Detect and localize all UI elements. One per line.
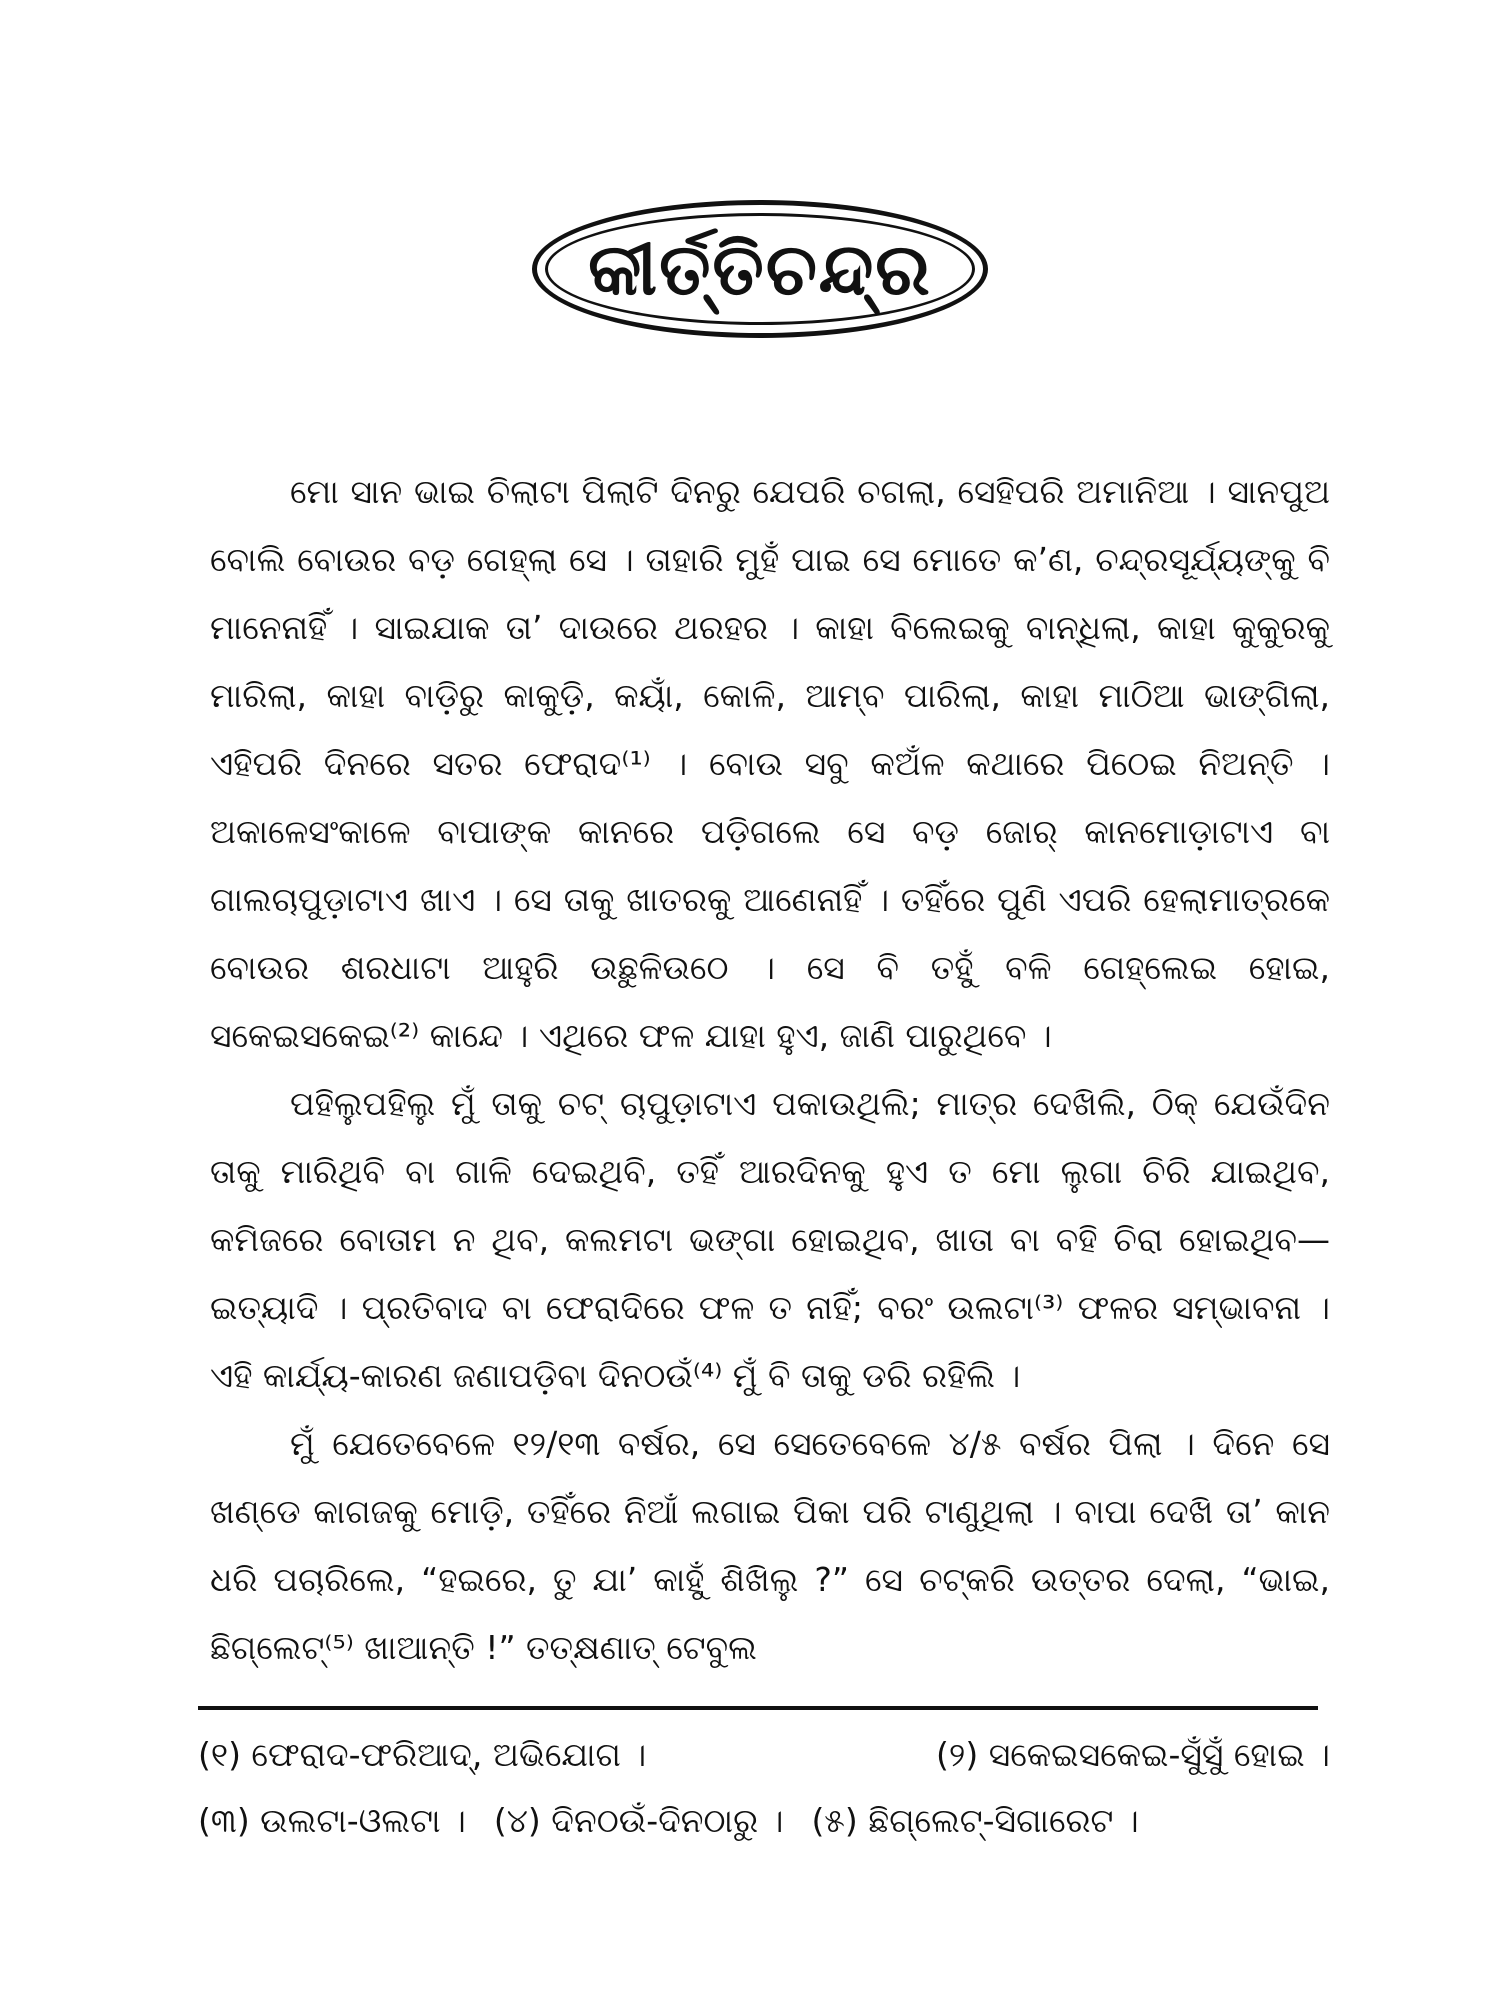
paragraph-1: ମୋ ସାନ ଭାଇ ଚିଲାଟା ପିଲାଟି ଦିନରୁ ଯେପରି ଚଗଲା, ସେହିପରି ଅମାନିଆ । ସାନପୁଅ ବୋଲି ବୋଉର ବଡ଼ ଗେହ୍ଲା ସେ । ତାହାରି ମୁହଁ ପାଇ ସେ ମୋତେ କ’ଣ, ଚନ୍ଦ୍ରସୂର୍ଯ୍ୟଙ୍କୁ ବି ମାନେନାହିଁ । ସାଇଯାକ ତା’ ଦାଉରେ ଥରହର । କାହା ବିଲେଇକୁ ବାନ୍ଧିଲା, କାହା କୁକୁରକୁ ମାରିଲା, କାହା ବାଡ଼ିରୁ କାକୁଡ଼ି, କୟାଁ, କୋଳି, ଆମ୍ବ ପାରିଲା, କାହା ମାଠିଆ ଭାଙ୍ଗିଲା, ଏହିପରି ଦିନରେ ସତର ଫେରାଦ⁽¹⁾ । ବୋଉ ସବୁ କଅଁଳ କଥାରେ ପିଠେଇ ନିଅନ୍ତି । ଅକାଳେସଂକାଳେ ବାପାଙ୍କ କାନରେ ପଡ଼ିଗଲେ ସେ ବଡ଼ ଜୋର୍ କାନମୋଡ଼ାଟାଏ ବା ଗାଲଚାପୁଡ଼ାଟାଏ ଖାଏ । ସେ ତାକୁ ଖାତରକୁ ଆଣେନାହିଁ । ତହିଁରେ ପୁଣି ଏପରି ହେଲାମାତ୍ରକେ ବୋଉର ଶରଧାଟା ଆହୁରି ଉଛୁଳିଉଠେ । ସେ ବି ତହୁଁ ବଳି ଗେହ୍ଲେଇ ହୋଇ, ସକେଇସକେଇ⁽²⁾ କାନ୍ଦେ । ଏଥିରେ ଫଳ ଯାହା ହୁଏ, ଜାଣି ପାରୁଥିବେ । (210, 472, 1330, 1055)
footnote-line-1 (198, 1722, 1330, 1788)
footnote-1: (୧) ଫେରାଦ-ଫରିଆଦ୍, ଅଭିଯୋଗ । (198, 1735, 647, 1774)
footnotes (198, 1722, 1330, 1854)
footnote-line-2 (198, 1788, 1330, 1854)
body-text (210, 458, 1330, 1682)
paragraph-2: ପହିଲୁପହିଲୁ ମୁଁ ତାକୁ ଚଟ୍ ଚାପୁଡ଼ାଟାଏ ପକାଉଥିଲି; ମାତ୍ର ଦେଖିଲି, ଠିକ୍ ଯେଉଁଦିନ ତାକୁ ମାରିଥିବି ବା ଗାଳି ଦେଇଥିବି, ତହିଁ ଆରଦିନକୁ ହୁଏ ତ ମୋ ଲୁଗା ଚିରି ଯାଇଥିବ, କମିଜରେ ବୋତାମ ନ ଥିବ, କଲମଟା ଭଙ୍ଗା ହୋଇଥିବ, ଖାତା ବା ବହି ଚିରା ହୋଇଥିବ—ଇତ୍ୟାଦି । ପ୍ରତିବାଦ ବା ଫେରାଦିରେ ଫଳ ତ ନାହିଁ; ବରଂ ଉଲଟା⁽³⁾ ଫଳର ସମ୍ଭାବନା । ଏହି କାର୍ଯ୍ୟ-କାରଣ ଜଣାପଡ଼ିବା ଦିନଠଉଁ⁽⁴⁾ ମୁଁ ବି ତାକୁ ଡରି ରହିଲି । (210, 1084, 1330, 1395)
paragraph-3: ମୁଁ ଯେତେବେଳେ ୧୨/୧୩ ବର୍ଷର, ସେ ସେତେବେଳେ ୪/୫ ବର୍ଷର ପିଲା । ଦିନେ ସେ ଖଣ୍ଡେ କାଗଜକୁ ମୋଡ଼ି, ତହିଁରେ ନିଆଁ ଲଗାଇ ପିକା ପରି ଟାଣୁଥିଲା । ବାପା ଦେଖି ତା’ କାନ ଧରି ପଚାରିଲେ, “ହଇରେ, ତୁ ଯା’ କାହୁଁ ଶିଖିଲୁ ?” ସେ ଚଟ୍‌କରି ଉତ୍ତର ଦେଲା, “ଭାଇ, ଛିଗ୍‌ଲେଟ୍⁽⁵⁾ ଖାଆନ୍ତି !” ତତ୍‌କ୍ଷଣାତ୍ ଟେବୁଲ (210, 1424, 1330, 1667)
title-oval-frame (532, 200, 988, 338)
chapter-title: କୀର୍ତ୍ତିଚନ୍ଦ୍ର (588, 227, 932, 311)
footnote-4: (୪) ଦିନଠଉଁ-ଦିନଠାରୁ । (493, 1801, 784, 1840)
footnote-2: (୨) ସକେଇସକେଇ-ସୁଁସୁଁ ହୋଇ । (936, 1735, 1330, 1774)
footnote-divider (198, 1706, 1318, 1710)
footnote-5: (୫) ଛିଗ୍‌ଲେଟ୍-ସିଗାରେଟ । (811, 1801, 1139, 1840)
footnote-3: (୩) ଉଲଟା-ଓଲଟା । (198, 1801, 466, 1840)
